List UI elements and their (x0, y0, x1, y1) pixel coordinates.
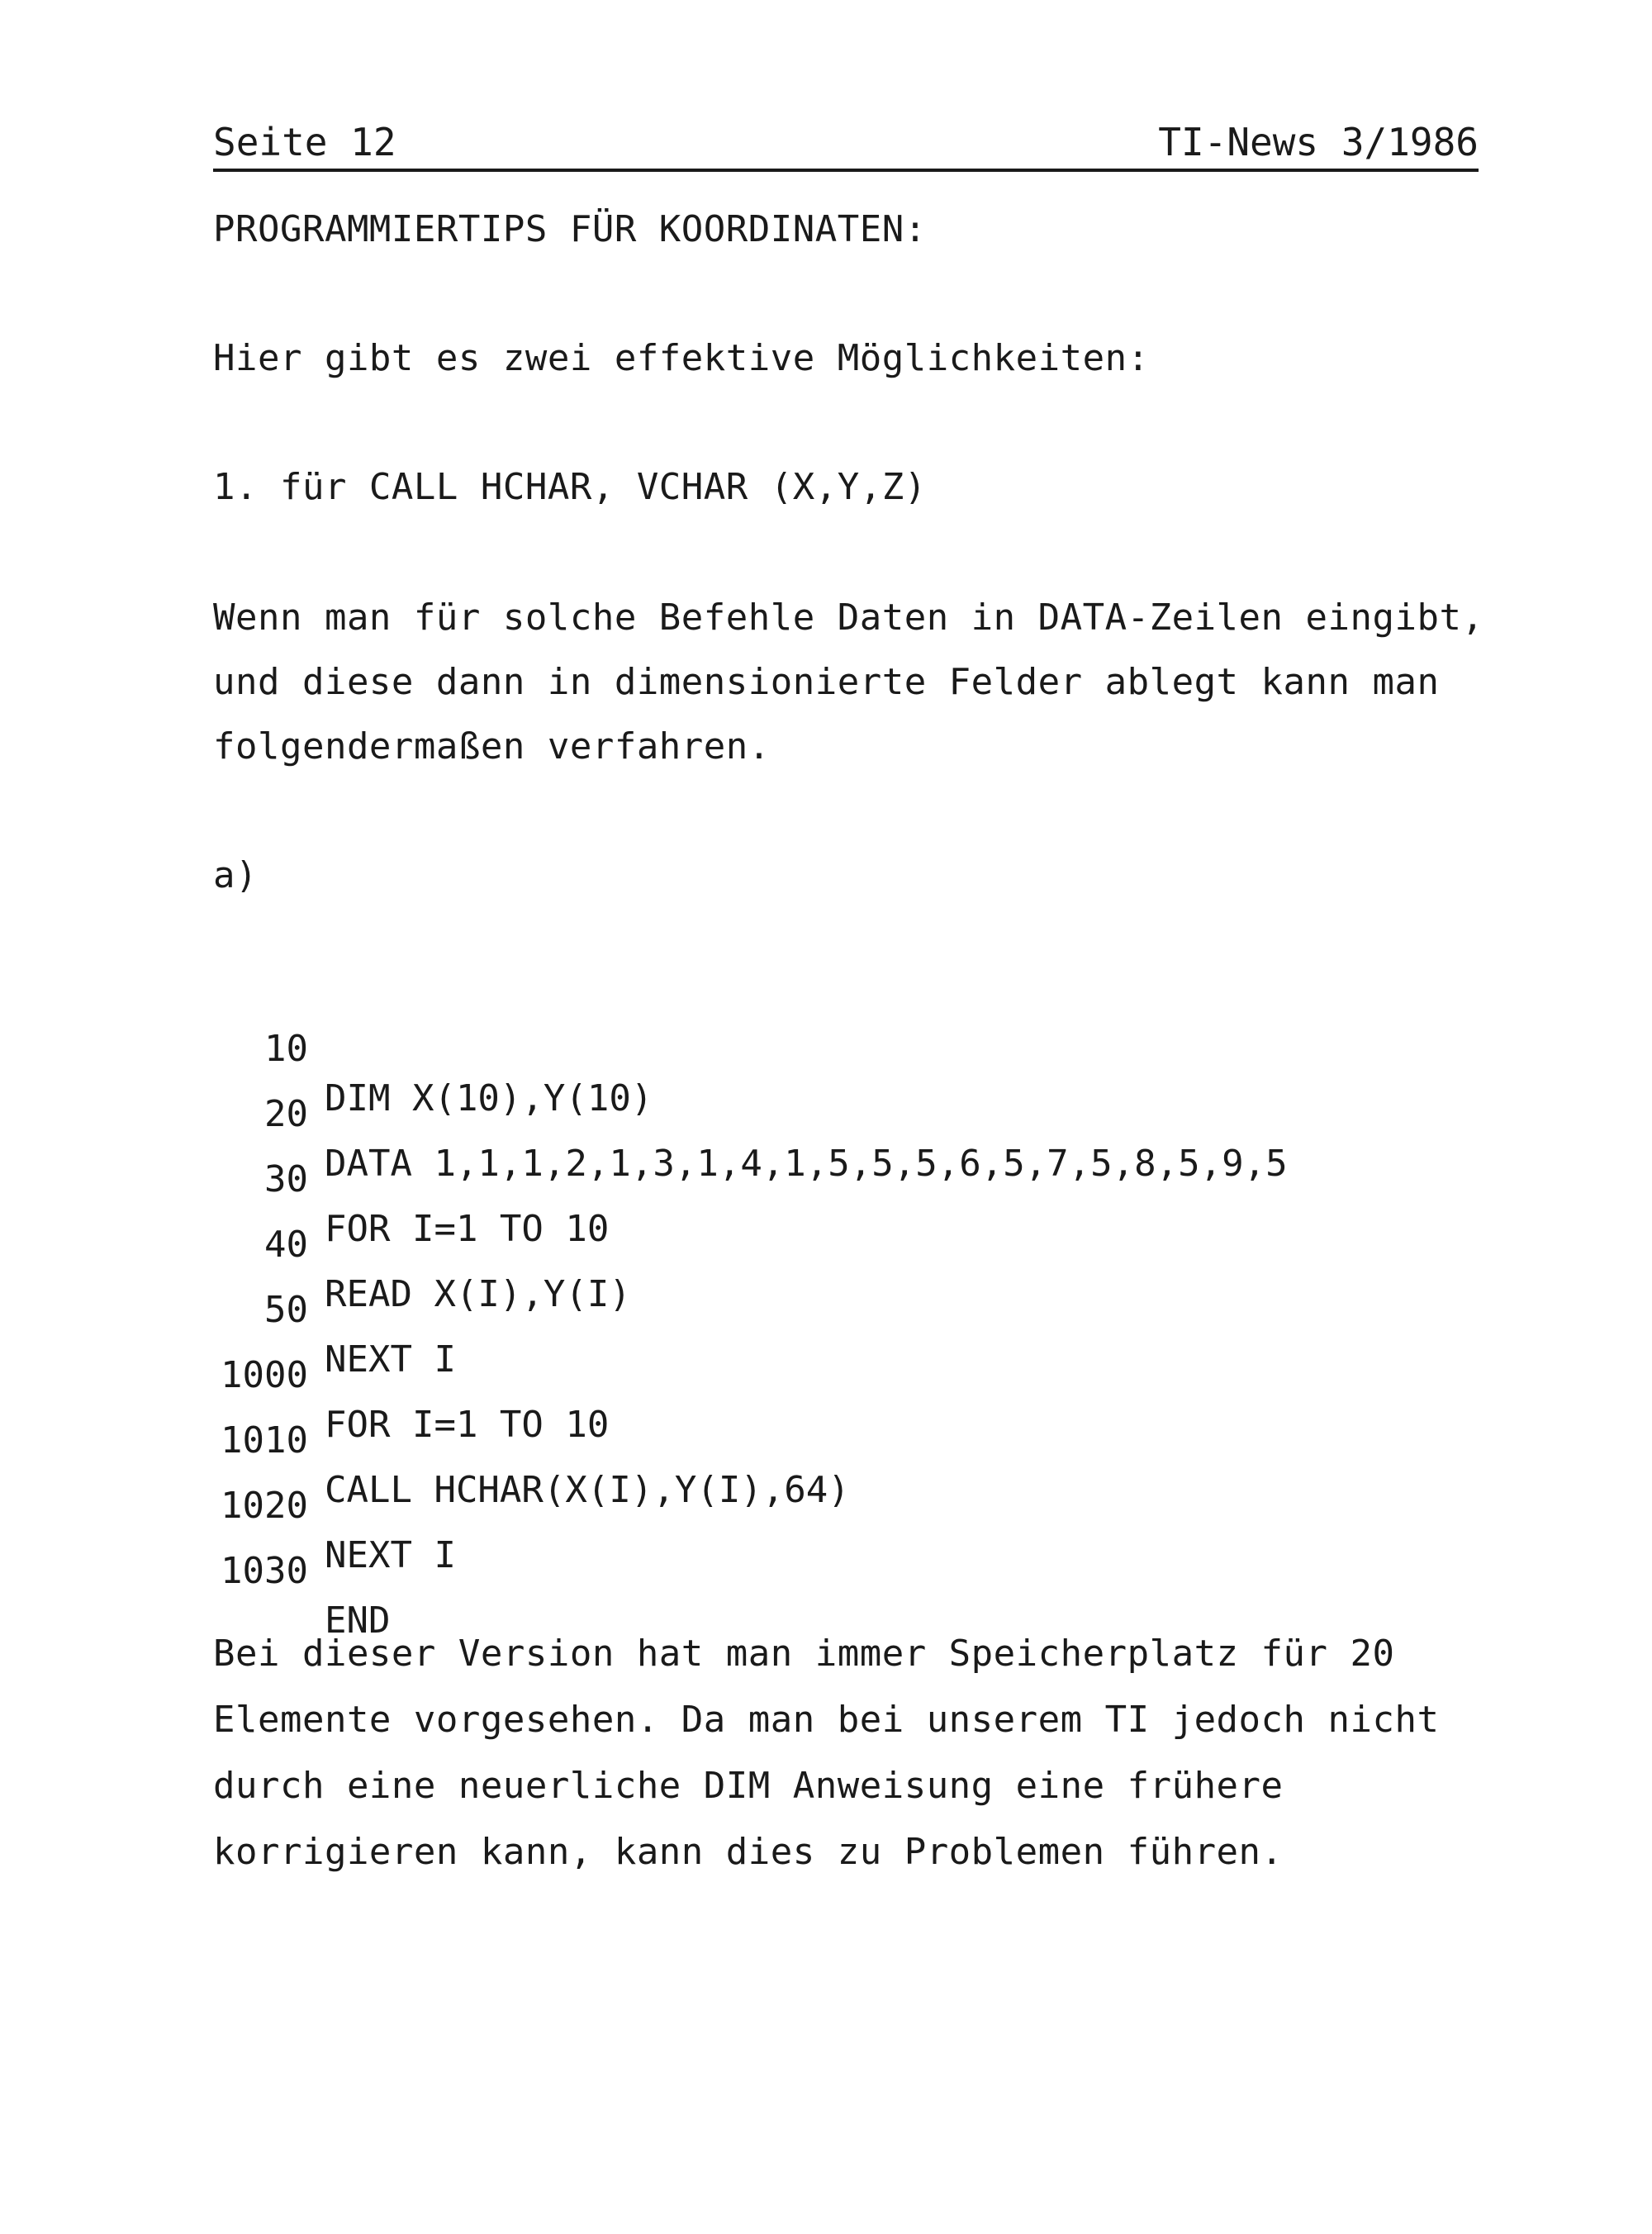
code-line-text: NEXT I (325, 1534, 456, 1576)
code-line-number: 1000 (221, 1354, 308, 1396)
paragraph-2-line-1: Bei dieser Version hat man immer Speicherplatz für 20 (213, 1633, 1395, 1675)
code-line-text: READ X(I),Y(I) (325, 1273, 631, 1315)
sub-label: a) (213, 854, 258, 896)
code-line-number: 20 (264, 1093, 308, 1135)
code-line-number: 1020 (221, 1485, 308, 1527)
code-line-number: 30 (264, 1158, 308, 1200)
section-title: PROGRAMMIERTIPS FÜR KOORDINATEN: (213, 208, 927, 250)
page-number: Seite 12 (213, 120, 396, 164)
paragraph-1-line-3: folgendermaßen verfahren. (213, 725, 771, 768)
code-line-text: FOR I=1 TO 10 (325, 1404, 610, 1446)
code-line-text: DATA 1,1,1,2,1,3,1,4,1,5,5,5,6,5,7,5,8,5,9,5 (325, 1143, 1288, 1185)
code-line-text: CALL HCHAR(X(I),Y(I),64) (325, 1469, 850, 1511)
code-line-number: 1010 (221, 1419, 308, 1462)
code-line-text: END (325, 1599, 391, 1642)
paragraph-2-line-3: durch eine neuerliche DIM Anweisung eine frühere (213, 1765, 1284, 1807)
paragraph-1-line-2: und diese dann in dimensionierte Felder ablegt kann man (213, 661, 1440, 703)
code-line-text: NEXT I (325, 1338, 456, 1381)
code-line-text: DIM X(10),Y(10) (325, 1077, 653, 1119)
code-line-number: 40 (264, 1224, 308, 1266)
code-line-number: 1030 (221, 1550, 308, 1592)
code-line-number: 50 (264, 1289, 308, 1331)
paragraph-2-line-4: korrigieren kann, kann dies zu Problemen führen. (213, 1831, 1284, 1873)
paragraph-2-line-2: Elemente vorgesehen. Da man bei unserem TI jedoch nicht (213, 1699, 1440, 1741)
code-line-text: FOR I=1 TO 10 (325, 1208, 610, 1250)
code-listing (213, 975, 1452, 1642)
publication-issue: TI-News 3/1986 (1158, 120, 1479, 164)
code-line (213, 1497, 1452, 1642)
code-line-number: 10 (264, 1028, 308, 1070)
paragraph-1-line-1: Wenn man für solche Befehle Daten in DATA-Zeilen eingibt, (213, 597, 1484, 639)
intro-text: Hier gibt es zwei effektive Möglichkeiten: (213, 337, 1150, 379)
page-header (213, 116, 1479, 172)
list-item-1: 1. für CALL HCHAR, VCHAR (X,Y,Z) (213, 466, 927, 508)
